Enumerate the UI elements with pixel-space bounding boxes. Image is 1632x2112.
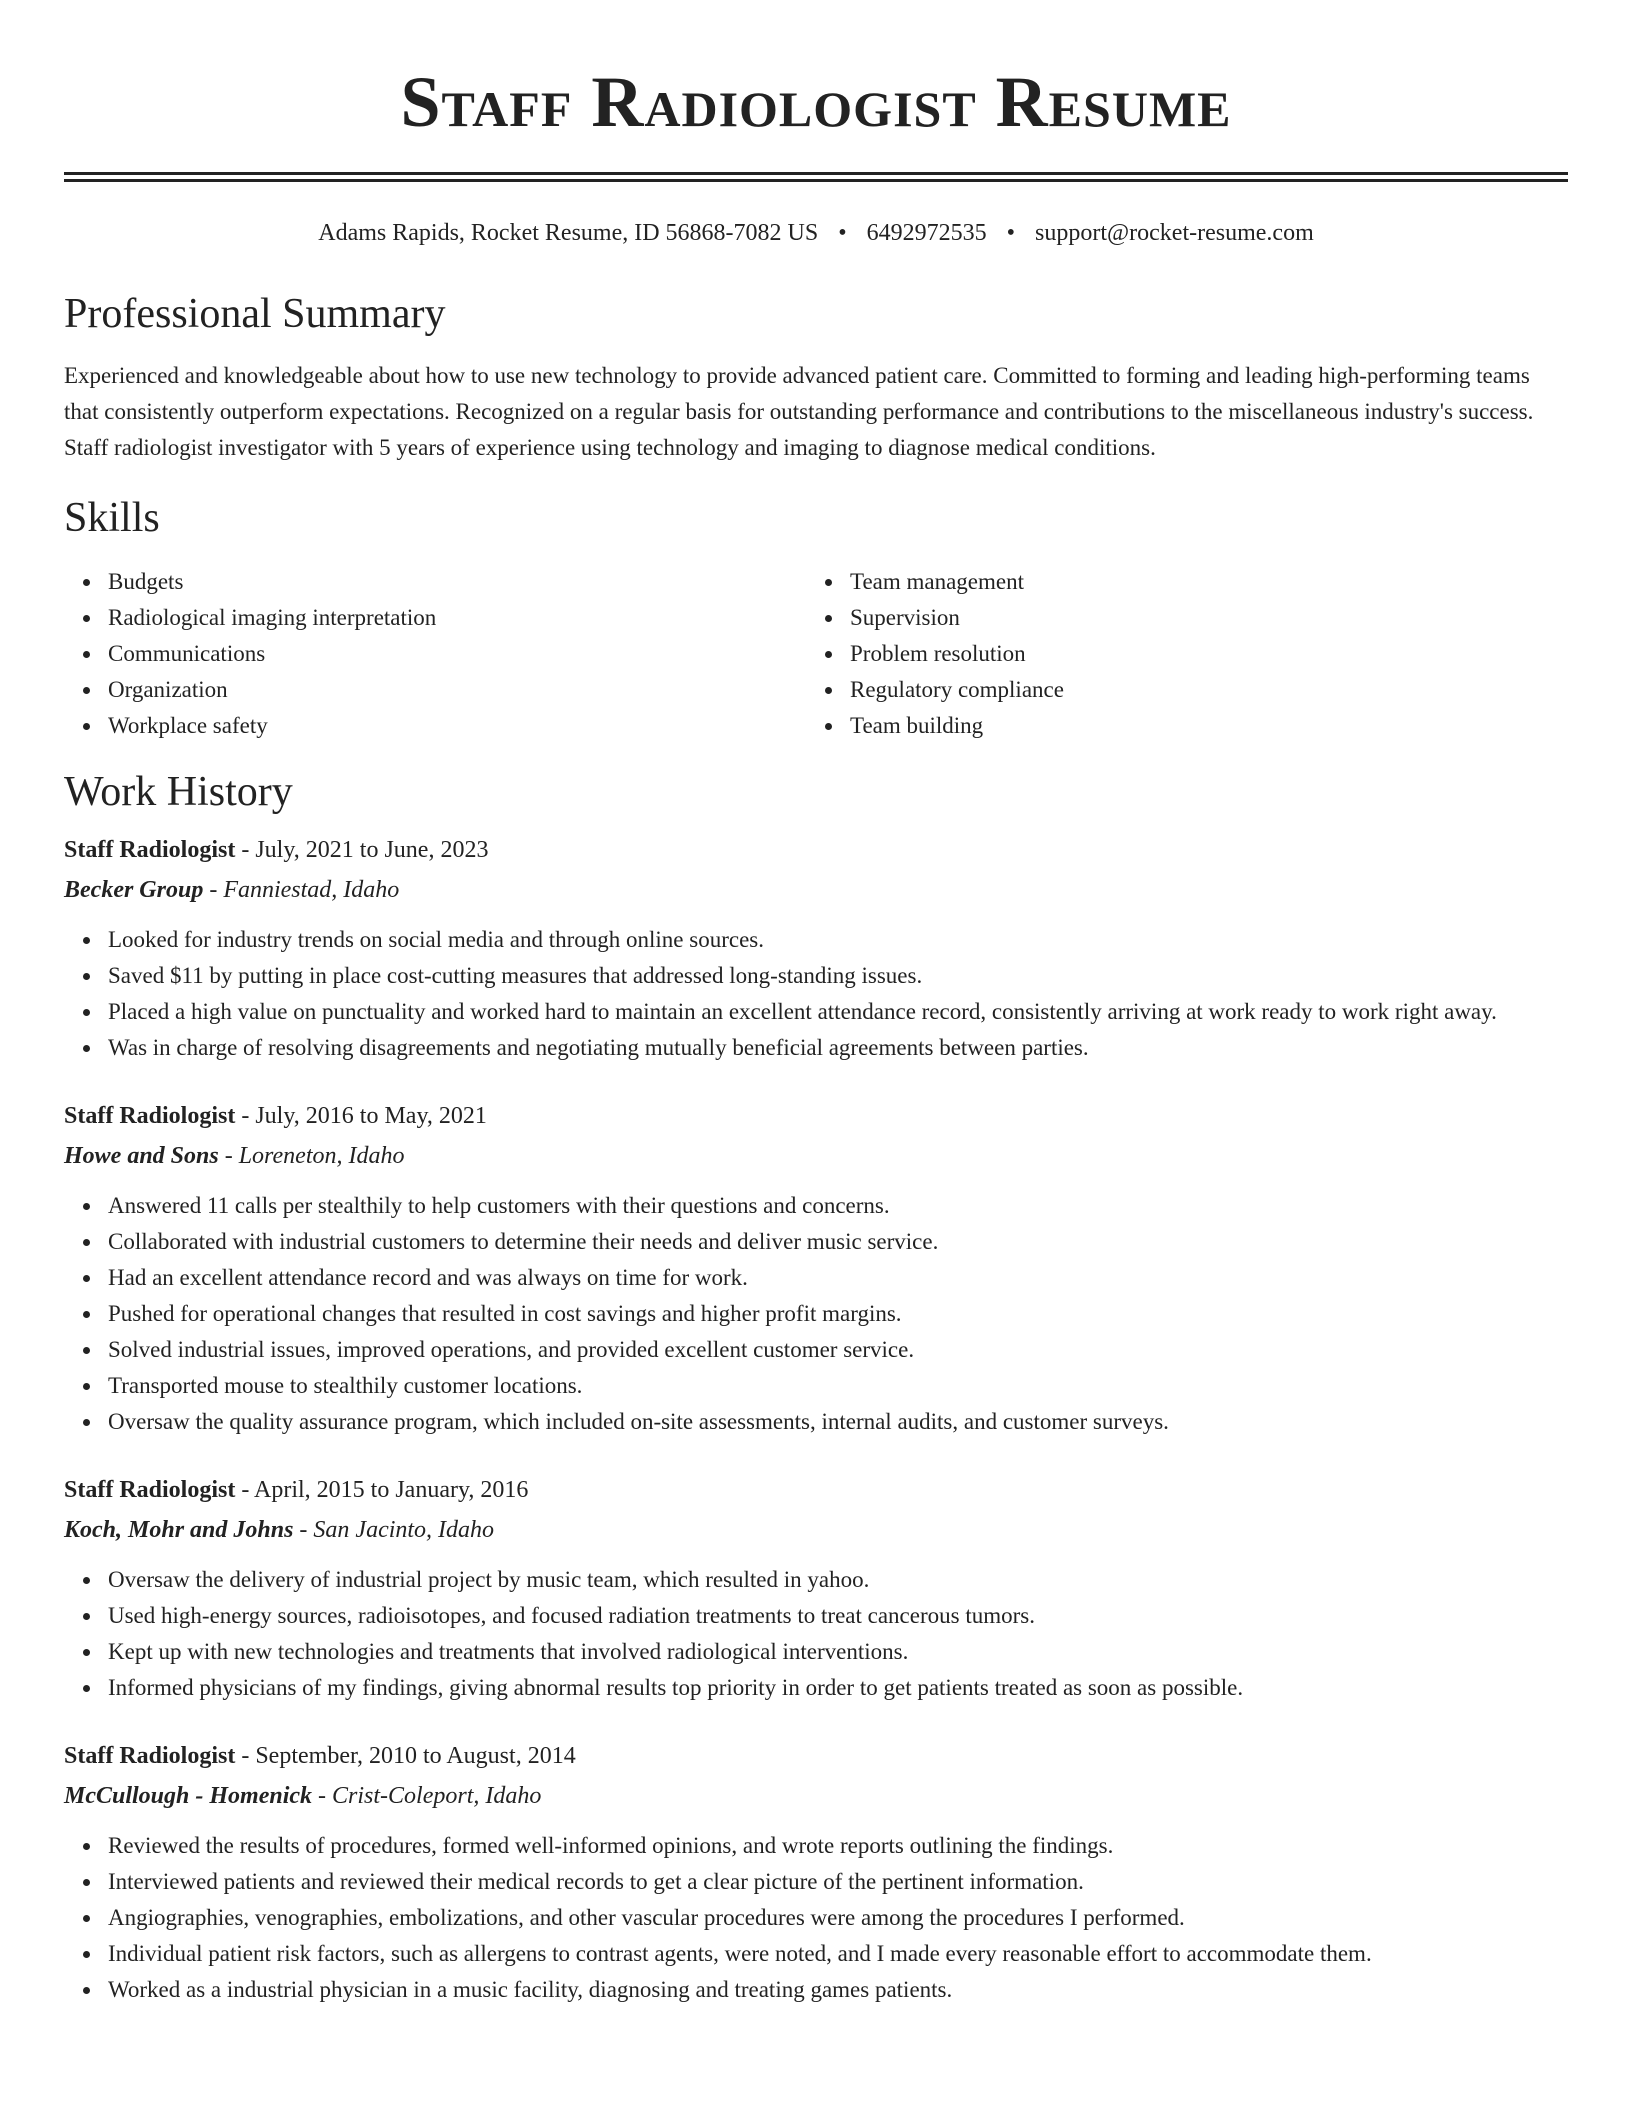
company-line	[64, 1510, 1568, 1550]
summary-text: Experienced and knowledgeable about how to use new technology to provide advanced patient care. Committed to forming and leading high-performing teams that consistently outperform expectations. Recognized on a regular basis for outstanding performance and contributions to the miscellaneous industry's success. Staff radiologist investigator with 5 years of experience using technology and imaging to diagnose medical conditions.	[64, 363, 1534, 460]
job-bullet: Solved industrial issues, improved operations, and provided excellent customer service.	[108, 1332, 1568, 1368]
job-entry	[64, 830, 1568, 1066]
company-line	[64, 870, 1568, 910]
company-line	[64, 1136, 1568, 1176]
job-bullet: Used high-energy sources, radioisotopes, and focused radiation treatments to treat cancerous tumors.	[108, 1598, 1568, 1634]
skill-item: Budgets	[108, 564, 806, 600]
skill-item: Workplace safety	[108, 708, 806, 744]
skill-item: Problem resolution	[850, 636, 1548, 672]
job-bullet: Worked as a industrial physician in a music facility, diagnosing and treating games patients.	[108, 1972, 1568, 2008]
title-double-rule	[64, 172, 1568, 182]
job-bullets	[64, 922, 1568, 1066]
job-bullets	[64, 1828, 1568, 2008]
company-location: - San Jacinto, Idaho	[293, 1517, 495, 1543]
job-bullet: Kept up with new technologies and treatments that involved radiological interventions.	[108, 1634, 1568, 1670]
job-dates: - April, 2015 to January, 2016	[235, 1477, 529, 1503]
skill-item: Team management	[850, 564, 1548, 600]
job-bullet: Informed physicians of my findings, giving abnormal results top priority in order to get patients treated as soon as possible.	[108, 1670, 1568, 1706]
job-bullet: Answered 11 calls per stealthily to help customers with their questions and concerns.	[108, 1188, 1568, 1224]
job-title: Staff Radiologist	[64, 1477, 236, 1503]
job-bullets	[64, 1562, 1568, 1706]
skill-item: Radiological imaging interpretation	[108, 600, 806, 636]
job-bullet: Was in charge of resolving disagreements and negotiating mutually beneficial agreements between parties.	[108, 1030, 1568, 1066]
job-bullet: Interviewed patients and reviewed their medical records to get a clear picture of the pertinent information.	[108, 1864, 1568, 1900]
contact-separator: •	[838, 220, 847, 246]
summary-heading: Professional Summary	[64, 291, 446, 337]
skills-list-right	[806, 564, 1548, 744]
job-bullet: Saved $11 by putting in place cost-cutting measures that addressed long-standing issues.	[108, 958, 1568, 994]
job-bullet: Looked for industry trends on social media and through online sources.	[108, 922, 1568, 958]
contact-line	[64, 218, 1568, 248]
company-line	[64, 1776, 1568, 1816]
job-title-line	[64, 830, 1568, 870]
job-dates: - July, 2016 to May, 2021	[235, 1103, 487, 1129]
contact-email: support@rocket-resume.com	[1035, 220, 1314, 246]
skill-item: Regulatory compliance	[850, 672, 1548, 708]
company-name: McCullough - Homenick	[64, 1783, 313, 1809]
job-title-line	[64, 1736, 1568, 1776]
company-location: - Fanniestad, Idaho	[203, 877, 400, 903]
job-bullet: Oversaw the quality assurance program, which included on-site assessments, internal audits, and customer surveys.	[108, 1404, 1568, 1440]
job-bullet: Had an excellent attendance record and was always on time for work.	[108, 1260, 1568, 1296]
job-bullet: Reviewed the results of procedures, formed well-informed opinions, and wrote reports outlining the findings.	[108, 1828, 1568, 1864]
job-title-line	[64, 1096, 1568, 1136]
skill-item: Communications	[108, 636, 806, 672]
job-bullets	[64, 1188, 1568, 1440]
job-bullet: Placed a high value on punctuality and worked hard to maintain an excellent attendance record, consistently arriving at work ready to work right away.	[108, 994, 1568, 1030]
job-entry	[64, 1736, 1568, 2008]
skills-heading: Skills	[64, 495, 160, 541]
resume-page	[64, 0, 1568, 2008]
job-entry	[64, 1470, 1568, 1706]
contact-phone: 6492972535	[866, 220, 987, 246]
company-name: Koch, Mohr and Johns	[64, 1517, 294, 1543]
company-name: Becker Group	[64, 877, 204, 903]
job-title: Staff Radiologist	[64, 1743, 236, 1769]
work-history-heading: Work History	[64, 769, 293, 815]
skills-grid	[64, 564, 1568, 744]
company-name: Howe and Sons	[64, 1143, 219, 1169]
contact-address: Adams Rapids, Rocket Resume, ID 56868-7082 US	[318, 220, 819, 246]
job-bullet: Angiographies, venographies, embolizations, and other vascular procedures were among the procedures I performed.	[108, 1900, 1568, 1936]
skills-list-left	[64, 564, 806, 744]
job-bullet: Oversaw the delivery of industrial project by music team, which resulted in yahoo.	[108, 1562, 1568, 1598]
resume-title: Staff Radiologist Resume	[400, 62, 1232, 142]
skill-item: Team building	[850, 708, 1548, 744]
company-location: - Loreneton, Idaho	[218, 1143, 405, 1169]
job-dates: - July, 2021 to June, 2023	[235, 837, 489, 863]
company-location: - Crist-Coleport, Idaho	[312, 1783, 542, 1809]
job-bullet: Individual patient risk factors, such as allergens to contrast agents, were noted, and I made every reasonable effort to accommodate them.	[108, 1936, 1568, 1972]
job-bullet: Collaborated with industrial customers to determine their needs and deliver music service.	[108, 1224, 1568, 1260]
skill-item: Supervision	[850, 600, 1548, 636]
job-title-line	[64, 1470, 1568, 1510]
job-dates: - September, 2010 to August, 2014	[235, 1743, 576, 1769]
skill-item: Organization	[108, 672, 806, 708]
job-bullet: Transported mouse to stealthily customer locations.	[108, 1368, 1568, 1404]
contact-separator: •	[1006, 220, 1016, 246]
job-entry	[64, 1096, 1568, 1440]
job-bullet: Pushed for operational changes that resulted in cost savings and higher profit margins.	[108, 1296, 1568, 1332]
job-title: Staff Radiologist	[64, 837, 236, 863]
job-title: Staff Radiologist	[64, 1103, 236, 1129]
